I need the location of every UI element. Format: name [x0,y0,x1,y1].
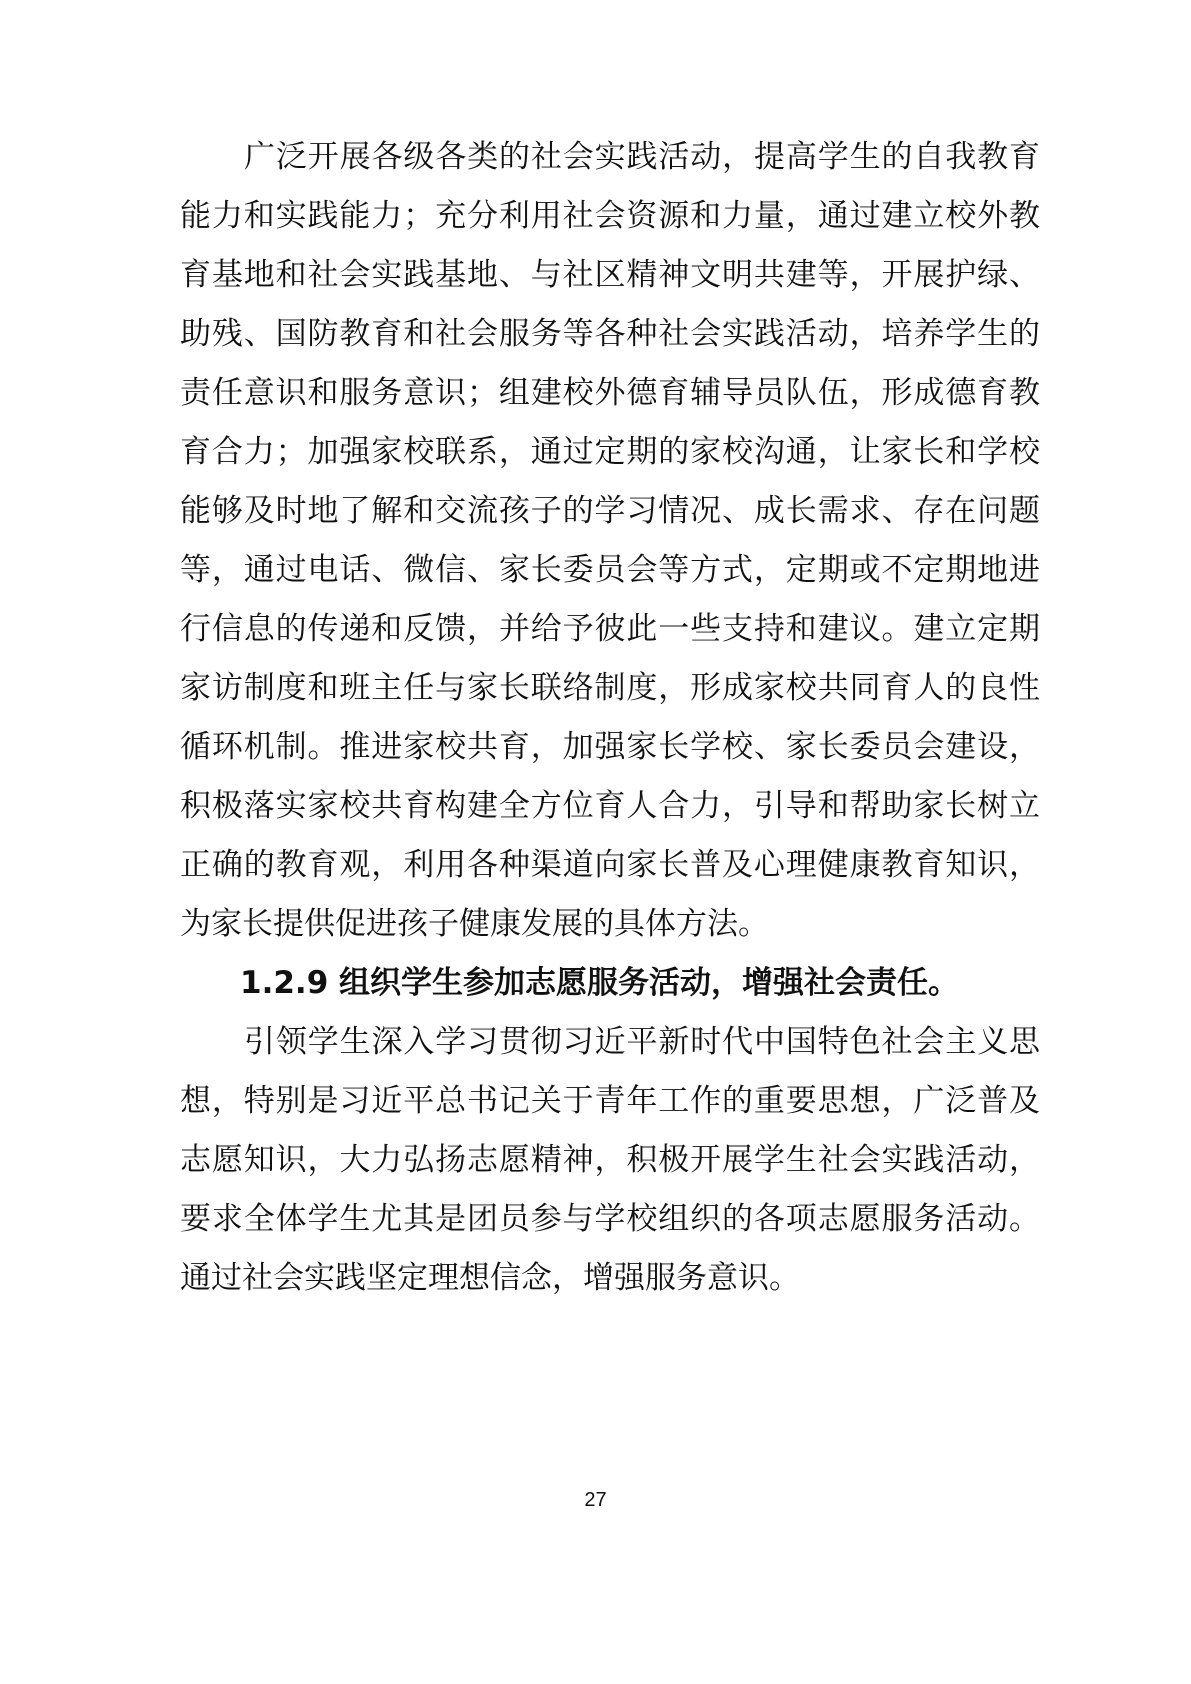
paragraph-line: 广泛开展各级各类的社会实践活动，提高学生的自我教育 [244,139,1040,175]
section-heading: 1.2.9 组织学生参加志愿服务活动，增强社会责任。 [240,965,960,1001]
paragraph-line: 要求全体学生尤其是团员参与学校组织的各项志愿服务活动。 [180,1201,1040,1237]
paragraph-line: 育基地和社会实践基地、与社区精神文明共建等，开展护绿、 [180,257,1040,293]
paragraph-line: 积极落实家校共育构建全方位育人合力，引导和帮助家长树立 [180,788,1040,824]
paragraph-line: 为家长提供促进孩子健康发展的具体方法。 [180,906,769,942]
paragraph-line: 通过社会实践坚定理想信念，增强服务意识。 [180,1260,800,1296]
paragraph-line: 想，特别是习近平总书记关于青年工作的重要思想，广泛普及 [180,1083,1040,1119]
paragraph-line: 家访制度和班主任与家长联络制度，形成家校共同育人的良性 [180,670,1040,706]
paragraph-line: 助残、国防教育和社会服务等各种社会实践活动，培养学生的 [180,316,1040,352]
paragraph-line: 循环机制。推进家校共育，加强家长学校、家长委员会建设， [180,729,1040,765]
page-number: 27 [584,1489,607,1511]
paragraph-line: 能力和实践能力；充分利用社会资源和力量，通过建立校外教 [180,198,1040,234]
paragraph-line: 引领学生深入学习贯彻习近平新时代中国特色社会主义思 [244,1024,1040,1060]
paragraph-line: 等，通过电话、微信、家长委员会等方式，定期或不定期地进 [180,552,1040,588]
paragraph-line: 志愿知识，大力弘扬志愿精神，积极开展学生社会实践活动， [180,1142,1040,1178]
paragraph-line: 责任意识和服务意识；组建校外德育辅导员队伍，形成德育教 [180,375,1040,411]
paragraph-line: 正确的教育观，利用各种渠道向家长普及心理健康教育知识， [180,847,1040,883]
paragraph-line: 育合力；加强家校联系，通过定期的家校沟通，让家长和学校 [180,434,1040,470]
paragraph-line: 行信息的传递和反馈，并给予彼此一些支持和建议。建立定期 [180,611,1040,647]
paragraph-line: 能够及时地了解和交流孩子的学习情况、成长需求、存在问题 [180,493,1040,529]
